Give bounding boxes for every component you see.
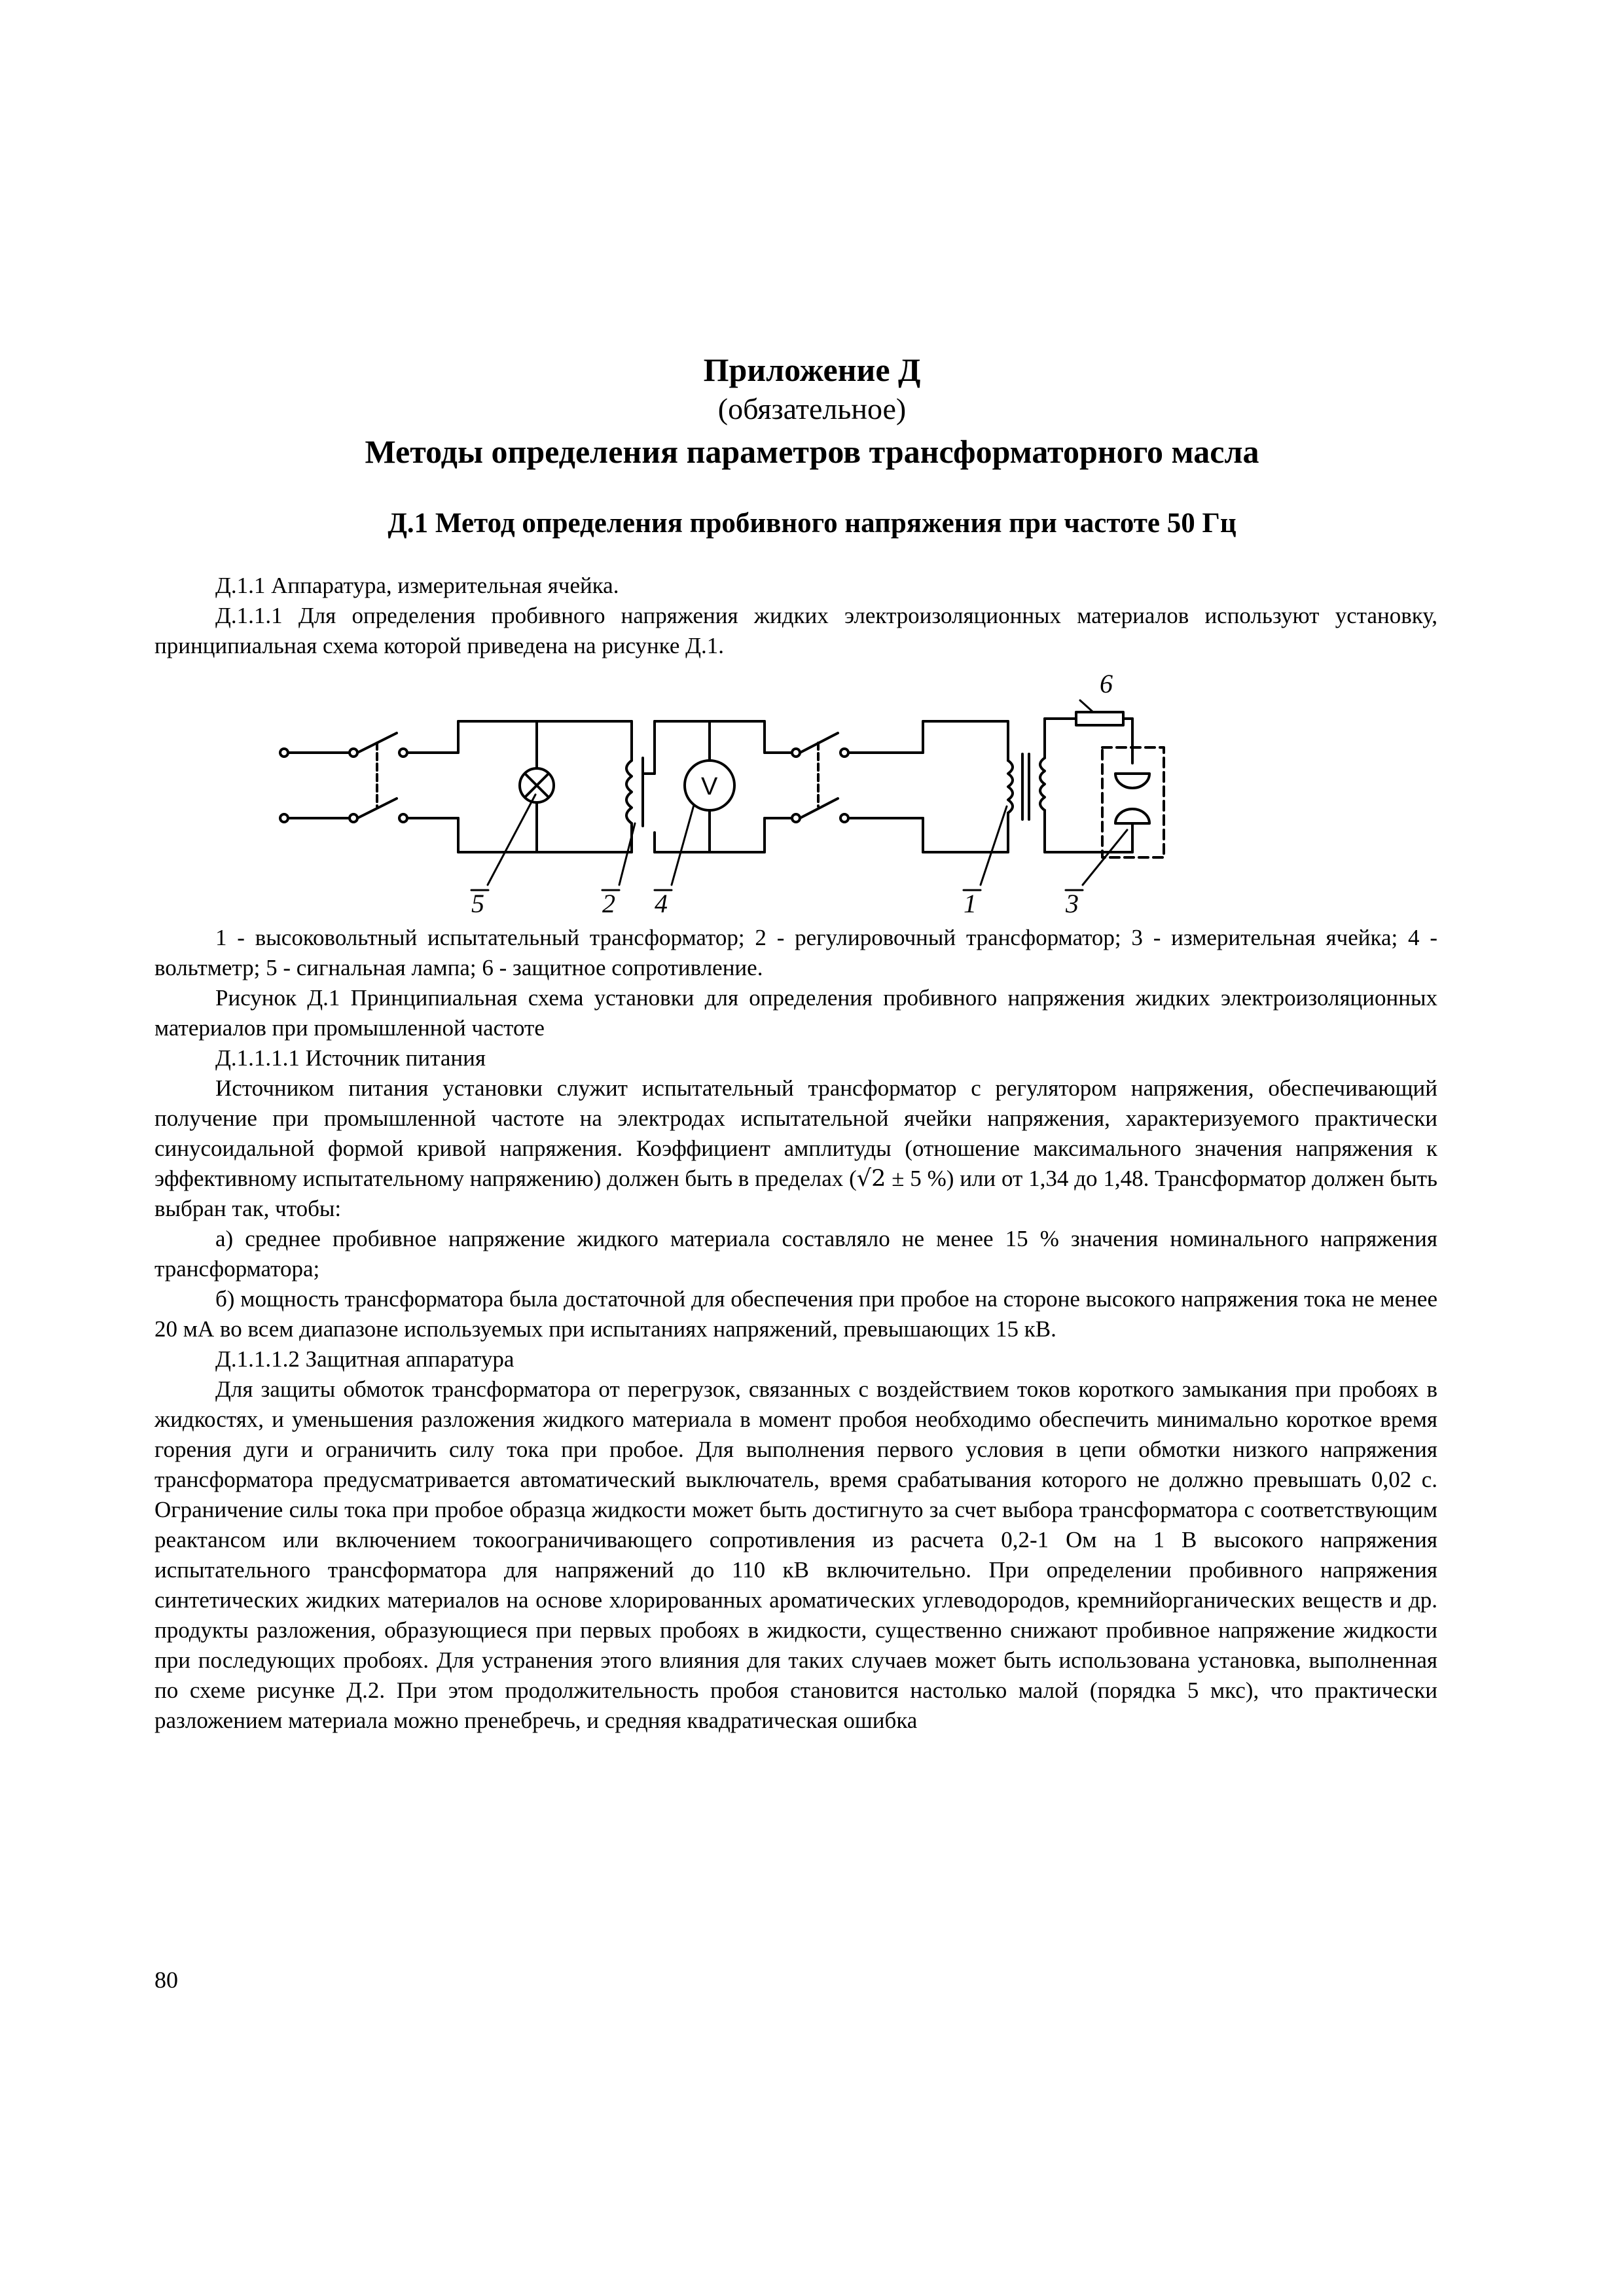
label-5: 5 [471,889,484,918]
list-item-a: а) среднее пробивное напряжение жидкого материала составляло не менее 15 % значения номинального напряжения трансформатора; [154,1226,1437,1282]
page-number: 80 [154,1967,178,1993]
list-item-b: б) мощность трансформатора была достаточной для обеспечения при пробое на стороне высокого напряжения тока не менее 20 мА во всем диапазоне используемых при испытаниях напряжений, превышающих 15 кВ. [154,1286,1437,1342]
source-text-end: ± 5 %) или от 1,34 до 1,48. Трансформатор должен быть выбран так, чтобы: [154,1166,1437,1221]
switch-1 [357,721,458,852]
body-block [154,923,1437,1736]
figure-caption: Рисунок Д.1 Принципиальная схема установки для определения пробивного напряжения жидких электроизоляционных материалов при промышленной частоте [154,985,1437,1041]
input-terminals [280,749,357,822]
measuring-cell [1045,747,1164,857]
high-voltage-transformer [923,721,1045,852]
signal-lamp [520,721,554,852]
circuit-schematic [275,669,1244,918]
label-2: 2 [602,889,615,918]
appendix-title: Методы определения параметров трансформаторного масла [365,433,1259,470]
source-paragraph [154,1073,1437,1224]
intro-line-2: Д.1.1.1 Для определения пробивного напряжения жидких электроизоляционных материалов используют установку, принципиальная схема которой приведена на рисунке Д.1. [154,603,1437,658]
appendix-heading: Приложение Д [703,351,921,388]
protective-resistor [1045,712,1132,763]
voltmeter-letter: V [701,773,718,800]
source-text-start: Источником питания установки служит испытательный трансформатор с регулятором напряжения, обеспечивающий получение при промышленной частоте на электродах испытательной ячейки напряжения, характеризуемого практически синусоидальной формой кривой напряжения. Коэффициент амплитуды (отношение максимального значения напряжения к эффективному испытательному напряжению) должен быть в пределах ( [154,1075,1437,1191]
section-heading: Д.1 Метод определения пробивного напряжения при частоте 50 Гц [388,508,1236,539]
protection-heading: Д.1.1.1.2 Защитная аппаратура [215,1346,514,1372]
sqrt-symbol: √2 [856,1166,886,1192]
appendix-status: (обязательное) [717,392,907,425]
switch-2 [800,721,923,852]
label-3: 3 [1066,889,1079,918]
protection-paragraph: Для защиты обмоток трансформатора от перегрузок, связанных с воздействием токов короткого замыкания при пробоях в жидкостях, и уменьшения разложения жидкого материала в момент пробоя необходимо обеспечить минимально короткое время горения дуги и ограничить силу тока при пробое. Для выполнения первого условия в цепи обмотки низкого напряжения трансформатора предусматривается автоматический выключатель, время срабатывания которого не должно превышать 0,02 с. Ограничение силы тока при пробое образца жидкости может быть достигнуто за счет выбора трансформатора с соответствующим реактансом или включением токоограничивающего сопротивления из расчета 0,2-1 Ом на 1 В высокого напряжения испытательного трансформатора для напряжений до 110 кВ включительно. При определении пробивного напряжения синтетических жидких материалов на основе хлорированных ароматических углеводородов, кремнийорганических веществ и др. продукты разложения, образующиеся при первых пробоях в жидкости, существенно снижают пробивное напряжение жидкости при последующих пробоях. Для устранения этого влияния для таких случаев может быть использована установка, выполненная по схеме рисунке Д.2. При этом продолжительность пробоя становится настолько малой (порядка 5 мкс), что практически разложением материала можно пренебречь, и средняя квадратическая ошибка [154,1376,1437,1733]
source-heading: Д.1.1.1.1 Источник питания [215,1045,486,1071]
figure-legend: 1 - высоковольтный испытательный трансформатор; 2 - регулировочный трансформатор; 3 - измерительная ячейка; 4 - вольтметр; 5 - сигнальная лампа; 6 - защитное сопротивление. [154,925,1437,980]
intro-block [154,571,1437,661]
label-6: 6 [1100,669,1113,698]
label-4: 4 [655,889,668,918]
intro-line-1: Д.1.1 Аппаратура, измерительная ячейка. [215,573,619,598]
regulating-transformer [626,721,655,852]
label-1: 1 [964,889,977,918]
